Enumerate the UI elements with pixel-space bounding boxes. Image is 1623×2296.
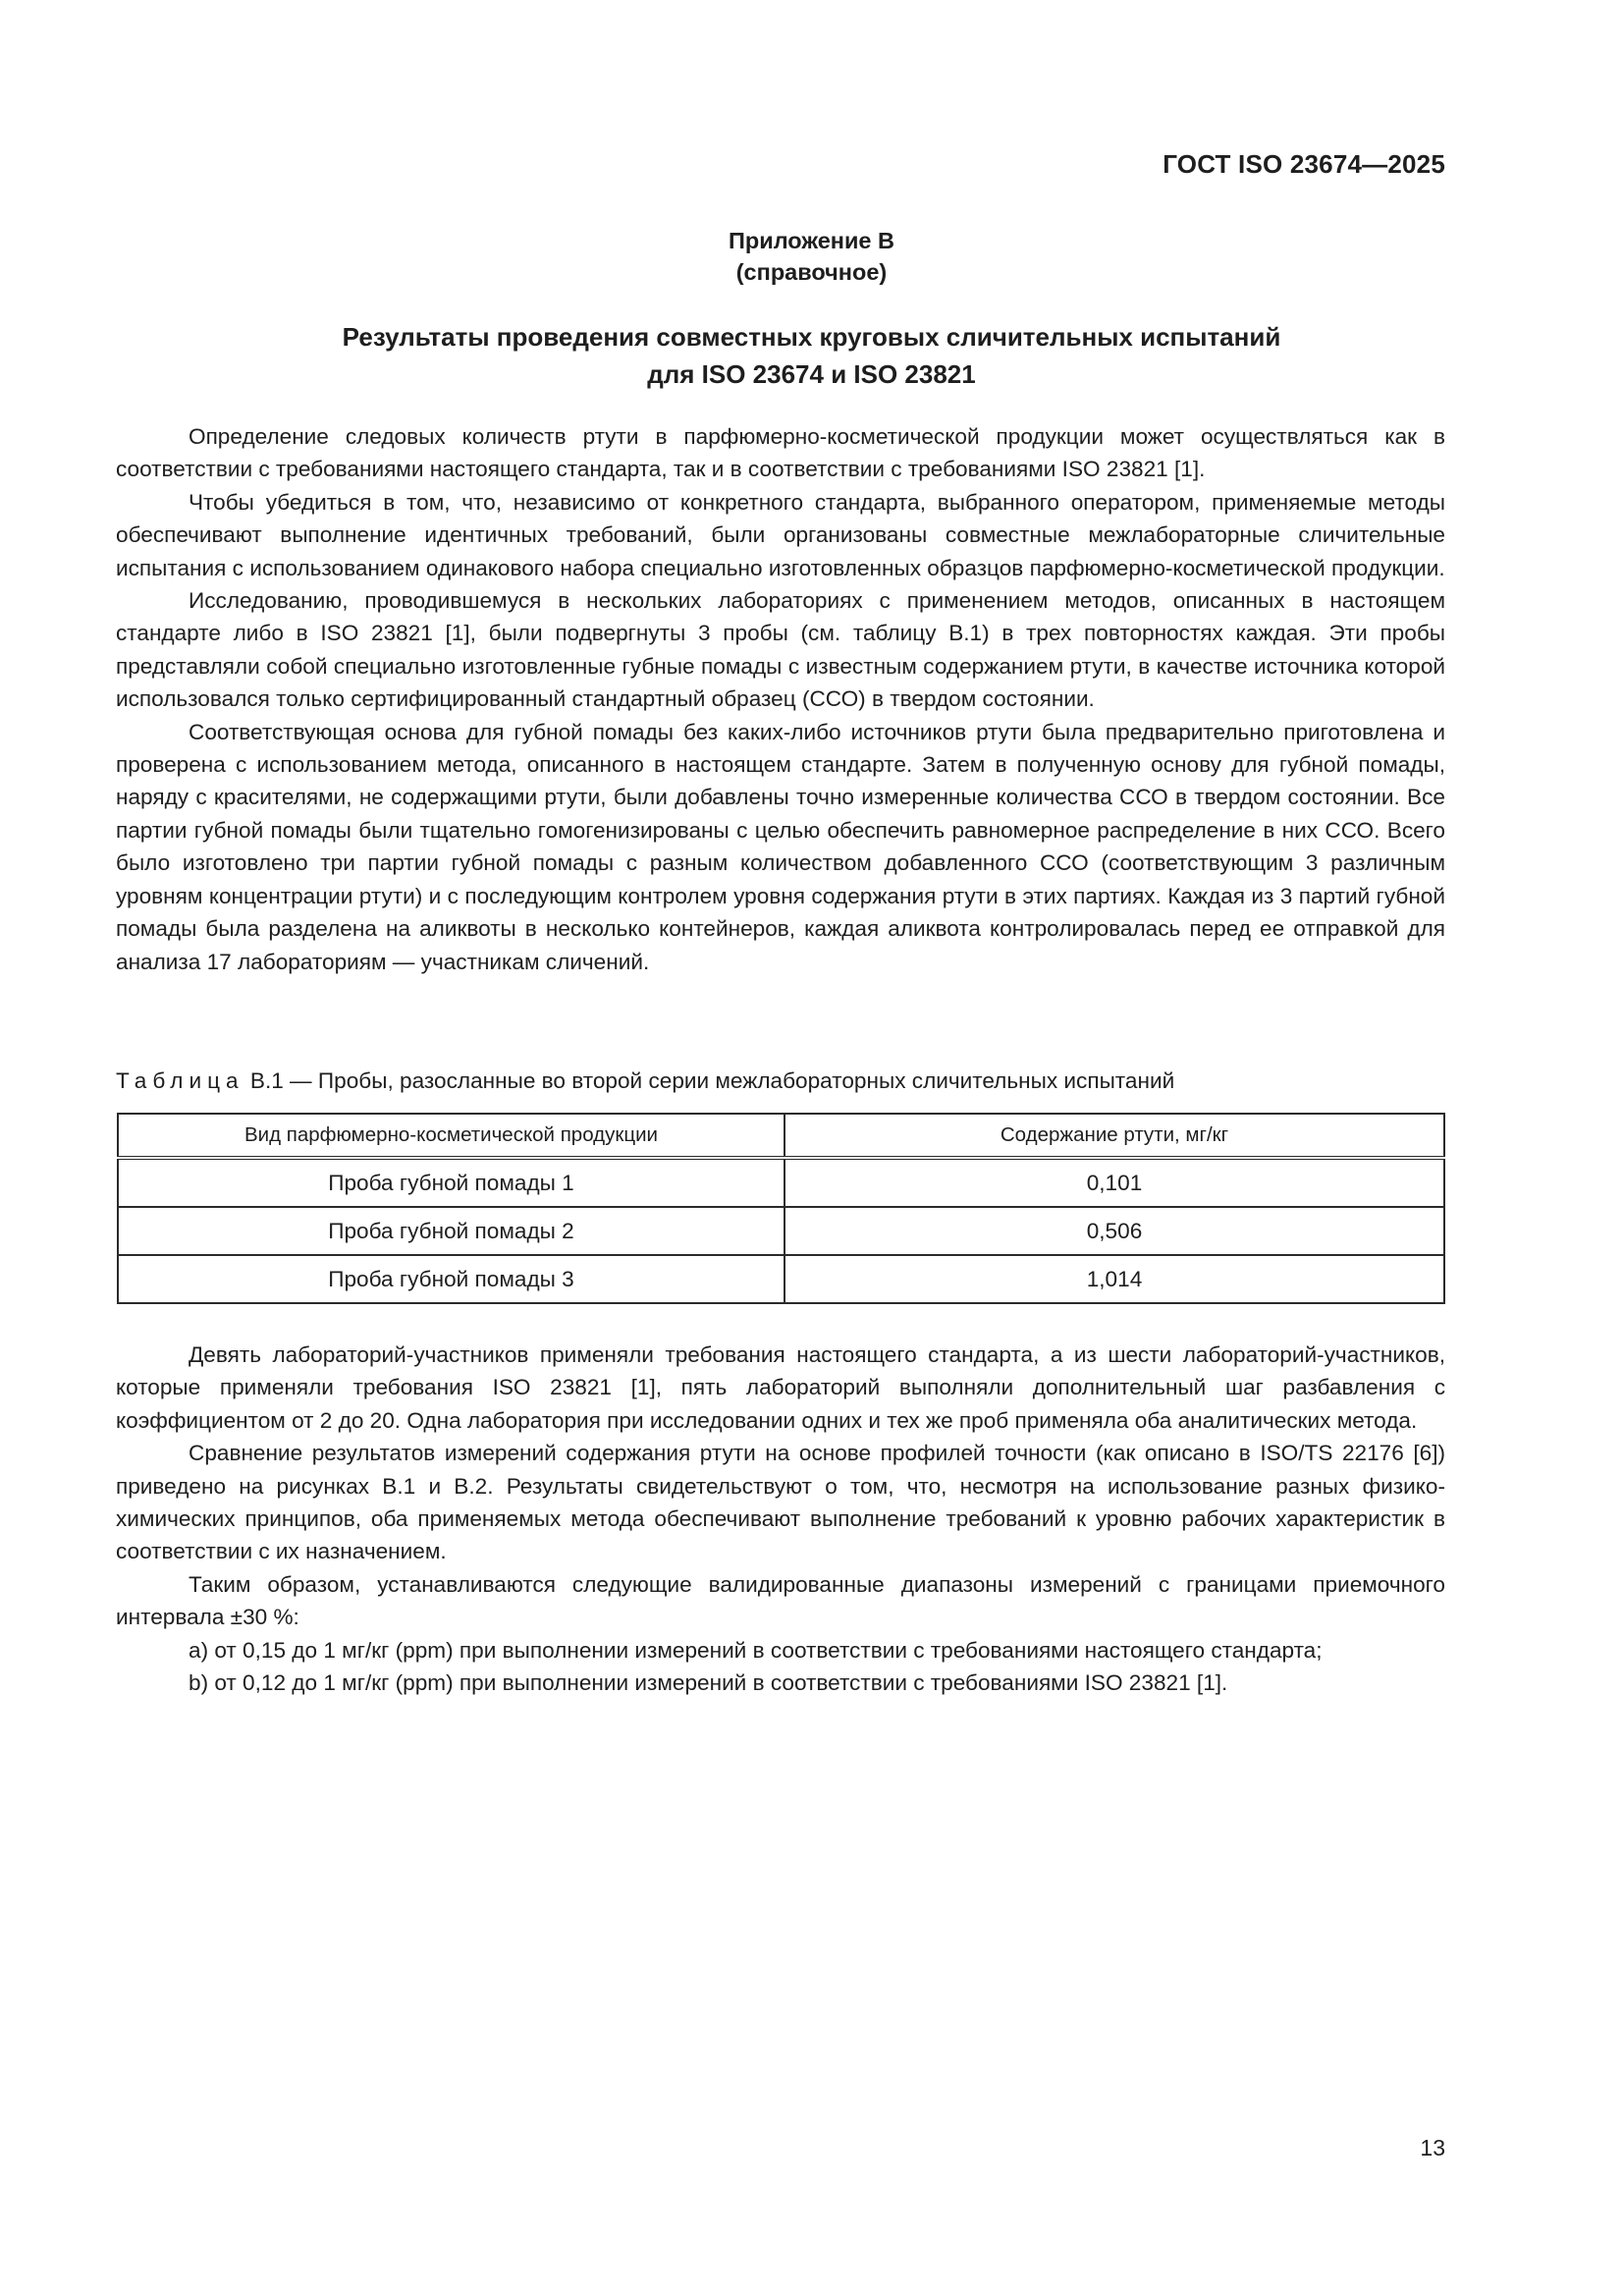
list-item: a) от 0,15 до 1 мг/кг (ppm) при выполнении измерений в соответствии с требованиями настоящего стандарта; [189, 1637, 1323, 1663]
paragraph: Определение следовых количеств ртути в парфюмерно-косметической продукции может осуществляться как в соответствии с требованиями настоящего стандарта, так и в соответствии с требованиями ISO 23821 [1]. [116, 424, 1445, 482]
annex-status: (справочное) [735, 259, 888, 285]
table-cell: Проба губной помады 2 [118, 1207, 784, 1255]
body-text-bottom [116, 1339, 1445, 1699]
paragraph: Чтобы убедиться в том, что, независимо от конкретного стандарта, выбранного оператором, применяемые методы обеспечивают выполнение идентичных требований, были организованы совместные межлабораторные сличительные испытания с использованием одинакового набора специально изготовленных образцов парфюмерно-косметической продукции. [116, 489, 1445, 580]
table-header-row [118, 1114, 1444, 1158]
document-code: ГОСТ ISO 23674—2025 [1163, 149, 1445, 179]
samples-table [117, 1113, 1445, 1304]
table-cell: Проба губной помады 1 [118, 1158, 784, 1207]
paragraph: Таким образом, устанавливаются следующие валидированные диапазоны измерений с границами приемочного интервала ±30 %: [116, 1571, 1445, 1630]
list-item: b) от 0,12 до 1 мг/кг (ppm) при выполнении измерений в соответствии с требованиями ISO 23821 [1]. [189, 1670, 1228, 1696]
paragraph: Сравнение результатов измерений содержания ртути на основе профилей точности (как описано в ISO/TS 22176 [6]) приведено на рисунках В.1 и В.2. Результаты свидетельствуют о том, что, несмотря на использование разных физико-химических принципов, оба применяемых метода обеспечивают выполнение требований к уровню рабочих характеристик в соответствии с их назначением. [116, 1441, 1445, 1564]
table-header-cell: Вид парфюмерно-косметической продукции [118, 1114, 784, 1158]
table-row [118, 1255, 1444, 1303]
table-cell: 0,506 [784, 1207, 1444, 1255]
table-cell: 1,014 [784, 1255, 1444, 1303]
table-cell: 0,101 [784, 1158, 1444, 1207]
annex-title-line-1: Результаты проведения совместных круговых сличительных испытаний [342, 322, 1281, 352]
annex-title-line-2: для ISO 23674 и ISO 23821 [647, 359, 976, 389]
body-text-top [116, 420, 1445, 978]
paragraph: Исследованию, проводившемуся в нескольких лабораториях с применением методов, описанных в настоящем стандарте либо в ISO 23821 [1], были подвергнуты 3 пробы (см. таблицу В.1) в трех повторностях каждая. Эти пробы представляли собой специально изготовленные губные помады с известным содержанием ртути, в качестве источника которой использовался только сертифицированный стандартный образец (ССО) в твердом состоянии. [116, 588, 1445, 712]
table-caption-text: В.1 — Пробы, разосланные во второй серии межлабораторных сличительных испытаний [243, 1068, 1175, 1093]
annex-title [0, 318, 1623, 393]
page-number: 13 [1420, 2135, 1445, 2160]
paragraph: Девять лабораторий-участников применяли требования настоящего стандарта, а из шести лабораторий-участников, которые применяли требования ISO 23821 [1], пять лабораторий выполняли дополнительный шаг разбавления с коэффициентом от 2 до 20. Одна лаборатория при исследовании одних и тех же проб применяла оба аналитических метода. [116, 1342, 1445, 1433]
annex-label: Приложение В [729, 228, 894, 253]
table-row [118, 1158, 1444, 1207]
table-caption [116, 1068, 1445, 1094]
table-cell: Проба губной помады 3 [118, 1255, 784, 1303]
table-header-cell: Содержание ртути, мг/кг [784, 1114, 1444, 1158]
table-row [118, 1207, 1444, 1255]
paragraph: Соответствующая основа для губной помады без каких-либо источников ртути была предварительно приготовлена и проверена с использованием метода, описанного в настоящем стандарте. Затем в полученную основу для губной помады, наряду с красителями, не содержащими ртути, были добавлены точно измеренные количества ССО в твердом состоянии. Все партии губной помады были тщательно гомогенизированы с целью обеспечить равномерное распределение в них ССО. Всего было изготовлено три партии губной помады с разным количеством добавленного ССО (соответствующим 3 различным уровням концентрации ртути) и с последующим контролем уровня содержания ртути в этих партиях. Каждая из 3 партий губной помады была разделена на аликвоты в несколько контейнеров, каждая аликвота контролировалась перед ее отправкой для анализа 17 лабораториям — участникам сличений. [116, 719, 1445, 974]
table-caption-prefix: Таблица [116, 1068, 244, 1093]
